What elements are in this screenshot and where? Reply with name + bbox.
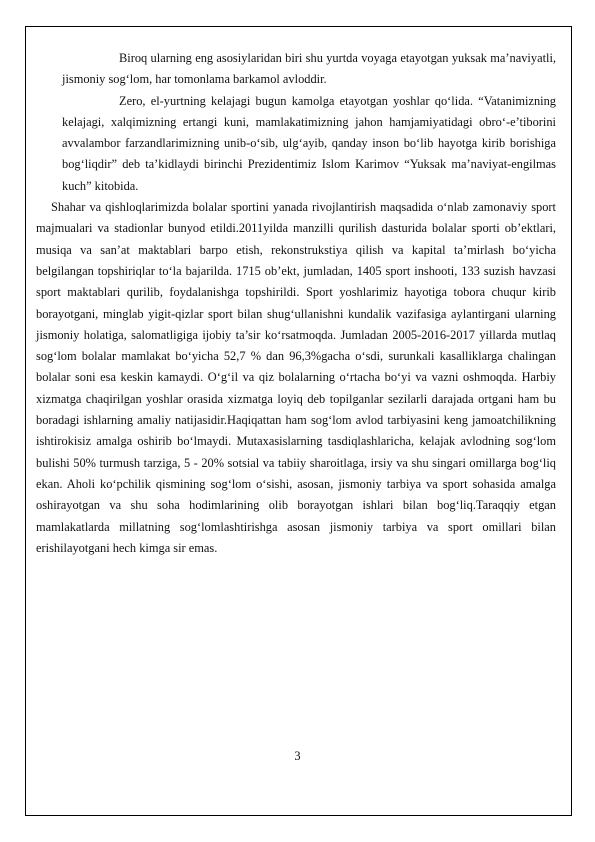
page-number: 3: [294, 749, 301, 763]
paragraph-3: Shahar va qishloqlarimizda bolalar sportini yanada rivojlantirish maqsadida o‘nlab zamonaviy sport majmualari va stadionlar bunyod etildi.2011yilda manzilli qurilish dasturida bolalar sporti ob’ektlari, musiqa va san’at maktablari barpo etish, rekonstrukstiya qilish va kapital ta’mirlash bo‘yicha belgilangan topshiriqlar to‘la bajarilda. 1715 ob’ekt, jumladan, 1405 sport inshooti, 133 suzish havzasi sport maktablari qurilib, foydalanishga topshirildi. Sport yoshlarimiz hayotiga tobora chuqur kirib borayotgani, minglab yigit-qizlar sport bilan shug‘ullanishni kundalik vazifasiga aylantirgani ularning jismoniy holatiga, salomatligiga ijobiy ta’sir ko‘rsatmoqda. Jumladan 2005-2016-2017 yillarda mutlaq sog‘lom bolalar mamlakat bo‘yicha 52,7 % dan 96,3%gacha o‘sdi, surunkali kasalliklarga chalingan bolalar soni esa keskin kamaydi. O‘g‘il va qiz bolalarning o‘rtacha bo‘yi va vazni oshmoqda. Harbiy xizmatga chaqirilgan yoshlar orasida xizmatga loyiq deb topilganlar sezilarli darajada ortgani ham bu boradagi ishlarning amaliy natijasidir.Haqiqattan ham sog‘lom avlod tarbiyasini keng jamoatchilikning ishtirokisiz amalga oshirib bo‘lmaydi. Mutaxasislarning tasdiqlashlaricha, kelajak avlodning sog‘lom bulishi 50% turmush tarziga, 5 - 20% sotsial va tabiiy sharoitlaga, irsiy va shu singari omillarga bog‘liq ekan. Aholi ko‘pchilik qismining sog‘lom o‘sishi, asosan, jismoniy tarbiya va sport sohasida amalga oshirayotgan va shu soha hodimlarining olib borayotgan ishlari bilan bog‘liq.Taraqqiy etgan mamlakatlarda millatning sog‘lomlashtirishga asosan jismoniy tarbiya va sport omillari bilan erishilayotgani hech kimga sir emas.: [36, 200, 556, 555]
paragraph-1: Biroq ularning eng asosiylaridan biri shu yurtda voyaga etayotgan yuksak ma’naviyatli, jismoniy sog‘lom, har tomonlama barkamol avloddir.: [62, 51, 556, 87]
paragraph-2: Zero, el-yurtning kelajagi bugun kamolga etayotgan yoshlar qo‘lida. “Vatanimizning kelajagi, xalqimizning ertangi kuni, mamlakatimizning jahon hamjamiyatidagi obro‘-e’tiborini avvalambor farzandlarimizning unib-o‘sib, ulg‘ayib, qanday inson bo‘lib hayotga kirib borishiga bog‘liqdir” deb ta’kidlaydi birinchi Prezidentimiz Islom Karimov “Yuksak ma’naviyat-engilmas kuch” kitobida.: [62, 93, 556, 193]
document-body: [36, 48, 556, 559]
